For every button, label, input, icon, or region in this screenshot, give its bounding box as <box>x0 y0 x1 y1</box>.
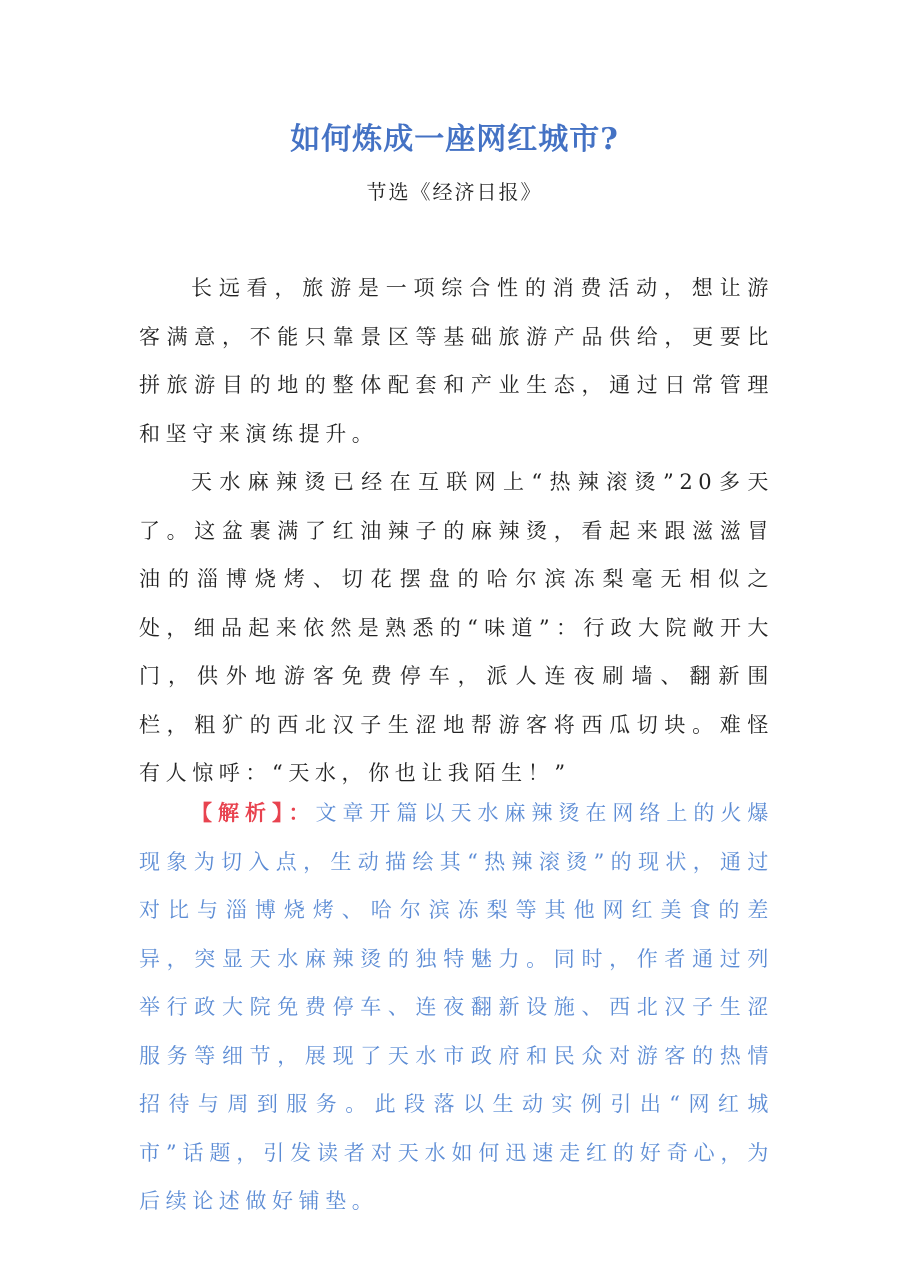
body-paragraph-2: 天水麻辣烫已经在互联网上“热辣滚烫”20多天了。这盆裹满了红油辣子的麻辣烫，看起来跟滋滋冒油的淄博烧烤、切花摆盘的哈尔滨冻梨毫无相似之处，细品起来依然是熟悉的“味道”：行政大院敞开大门，供外地游客免费停车，派人连夜刷墙、翻新围栏，粗犷的西北汉子生涩地帮游客将西瓜切块。难怪有人惊呼：“天水，你也让我陌生！” <box>139 470 774 785</box>
analysis-label: 【解析】： <box>191 800 316 825</box>
body-paragraph-1: 长远看，旅游是一项综合性的消费活动，想让游客满意，不能只靠景区等基础旅游产品供给，更要比拼旅游目的地的整体配套和产业生态，通过日常管理和坚守来演练提升。 <box>139 276 774 446</box>
document-subtitle: 节选《经济日报》 <box>366 180 543 204</box>
analysis-text: 文章开篇以天水麻辣烫在网络上的火爆现象为切入点，生动描绘其“热辣滚烫”的现状，通过对比与淄博烧烤、哈尔滨冻梨等其他网红美食的差异，突显天水麻辣烫的独特魅力。同时，作者通过列举行政大院免费停车、连夜翻新设施、西北汉子生涩服务等细节，展现了天水市政府和民众对游客的热情招待与周到服务。此段落以生动实例引出“网红城市”话题，引发读者对天水如何迅速走红的好奇心，为后续论述做好铺垫。 <box>139 801 775 1213</box>
document-title: 如何炼成一座网红城市? <box>290 122 619 157</box>
analysis-paragraph <box>139 789 774 1226</box>
